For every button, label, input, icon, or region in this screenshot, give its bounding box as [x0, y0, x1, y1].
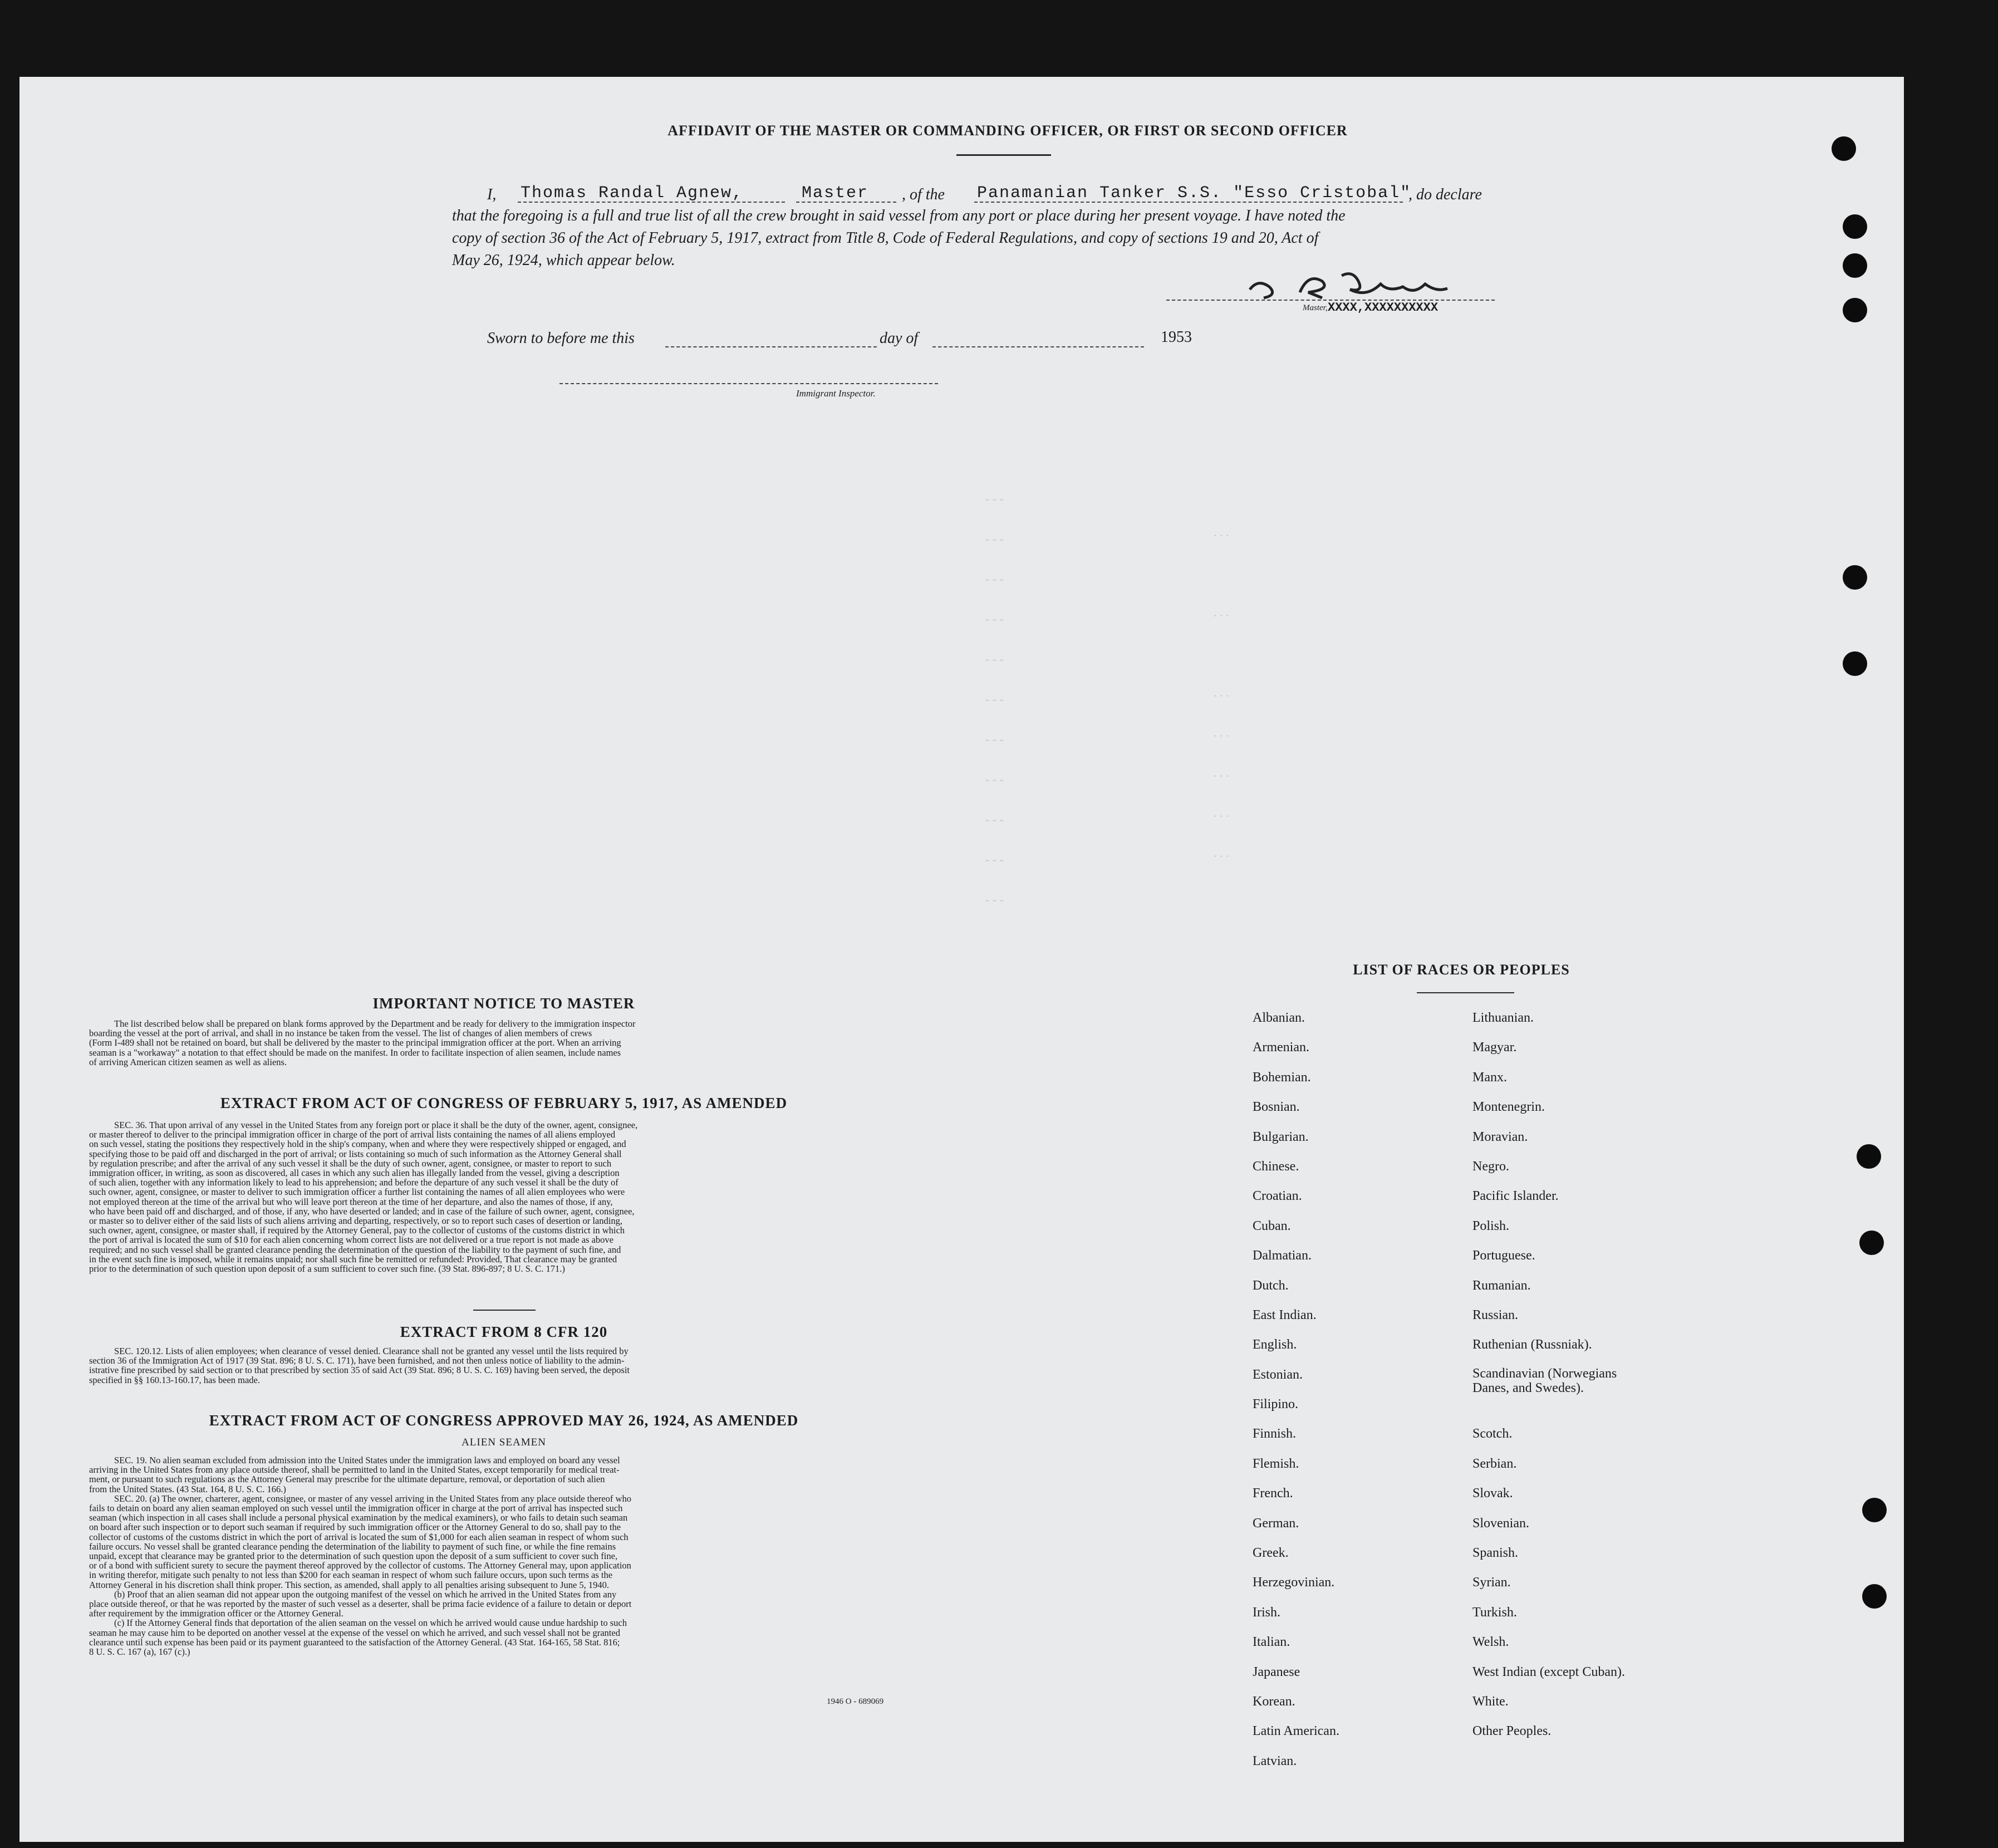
race-item: Turkish.	[1472, 1605, 1517, 1620]
race-item: Bosnian.	[1253, 1100, 1300, 1115]
race-item: Ruthenian (Russniak).	[1472, 1337, 1592, 1352]
race-item: Welsh.	[1472, 1635, 1509, 1650]
race-item: Flemish.	[1253, 1456, 1299, 1471]
race-item: Polish.	[1472, 1218, 1510, 1233]
race-item: Herzegovinian.	[1253, 1575, 1335, 1590]
race-item: Irish.	[1253, 1605, 1280, 1620]
extract-1924-subtitle: ALIEN SEAMEN	[462, 1437, 546, 1448]
show-through-marks: . . . . . . . . . . . . . . . . . . . . .	[1214, 525, 1229, 860]
inspector-line	[559, 383, 938, 384]
race-item: Albanian.	[1253, 1011, 1305, 1025]
race-item: English.	[1253, 1337, 1297, 1352]
extract-1917-text: SEC. 36. That upon arrival of any vessel in the United States from any foreign port or place it shall be the duty of the owner, agent, consignee, or master thereof to deliver to the principal immigration officer in charge of the port of arrival lists containing the names of all aliens employed on such vessel, stating the positions they respectively hold in the ship's company, when and where they were respectively shipped or engaged, and specifying those to be paid off and discharged in the port of arrival; or lists containing so much of such information as the Attorney General shall by regulation prescribe; and after the arrival of any such vessel it shall be the duty of such owner, agent, consignee, or master to report to such immigration officer, in writing, as soon as discovered, all cases in which any such alien has illegally landed from the vessel, giving a description of such alien, together with any information likely to lead to his apprehension; and before the departure of any such vessel it shall be the duty of such owner, agent, consignee, or master to deliver to such immigration officer a further list containing the names of all alien employees who were not employed thereon at the time of the arrival but who will leave port thereon at the time of her departure, and also the names of those, if any, who have been paid off and discharged, and of those, if any, who have deserted or landed; and in case of the failure of such owner, agent, consignee, or master so to deliver either of the said lists of such aliens arriving and departing, respectively, or so to report such cases of desertion or landing, such owner, agent, consignee, or master shall, if required by the Attorney General, pay to the collector of customs of the customs district in which the port of arrival is located the sum of $10 for each alien concerning whom correct lists are not delivered or a true report is not made as above required; and no such vessel shall be granted clearance pending the determination of the question of the liability to the payment of such fine, and in the event such fine is imposed, while it remains unpaid; nor shall such fine be remitted or refunded: Provided, That clearance may be granted prior to the determination of such question upon deposit of a sum sufficient to cover such fine. (39 Stat. 896-897; 8 U. S. C. 171.)	[89, 1120, 638, 1275]
notice-text: The list described below shall be prepared on blank forms approved by the Department and be ready for delivery to the immigration inspector boarding the vessel at the port of arrival, and shall in no instance be taken from the vessel. The list of changes of alien members of crews (Form I-489 shall not be retained on board, but shall be delivered by the master to the principal immigration officer at the port. When an arriving seaman is a "workaway" a notation to that effect should be made on the manifest. In order to facilitate inspection of alien seamen, include names of arriving American citizen seamen as well as aliens.	[89, 1018, 636, 1067]
inspector-caption: Immigrant Inspector.	[796, 388, 876, 399]
race-item: Japanese	[1253, 1664, 1300, 1679]
i-label: I,	[487, 186, 497, 203]
master-name: Thomas Randal Agnew,	[521, 184, 744, 203]
title-rule	[956, 154, 1051, 156]
race-item: Montenegrin.	[1472, 1100, 1545, 1115]
show-through-marks: - - - - - - - - - - - - - - - - - - - - - - - - - - - - - - - - -	[985, 492, 1004, 906]
sworn-label: Sworn to before me this	[487, 330, 635, 347]
affidavit-line-2: that the foregoing is a full and true list of all the crew brought in said vessel from any port or place during her present voyage. I have noted the	[452, 207, 1346, 224]
race-item: Filipino.	[1253, 1397, 1299, 1412]
of-the: , of the	[902, 186, 945, 203]
races-right-column	[1472, 1009, 1625, 1753]
punch-hole	[1862, 1584, 1887, 1609]
races-rule	[1417, 992, 1514, 993]
race-item: Dalmatian.	[1253, 1248, 1312, 1263]
race-item: Rumanian.	[1472, 1278, 1531, 1293]
affidavit-line-4: May 26, 1924, which appear below.	[452, 252, 675, 269]
extract-1924-text: SEC. 19. No alien seaman excluded from admission into the United States under the immigration laws and employed on board any vessel arriving in the United States from any place outside thereof, shall be permitted to land in the United States, except temporarily for medical treat- ment, or pursuant to such regulations as the Attorney General may prescribe for the ultimate departure, removal, or deportation of such alien from the United States. (43 Stat. 164, 8 U. S. C. 166.) SEC. 20. (a) The owner, charterer, agent, consignee, or master of any vessel arriving in the United States from any place outside thereof who fails to detain on board any alien seaman employed on such vessel until the immigration officer in charge at the port of arrival has inspected such seaman (which inspection in all cases shall include a personal physical examination by the medical examiners), or who fails to detain such seaman on board after such inspection or to deport such seaman if required by such immigration officer or the Attorney General to do so, shall pay to the collector of customs of the customs district in which the port of arrival is located the sum of $1,000 for each alien seaman in respect of whom such failure occurs. No vessel shall be granted clearance pending the determination of the liability to payment of such fine, or while the fine remains unpaid, except that clearance may be granted prior to the determination of such question upon the deposit of a sum sufficient to cover such fine, or of a bond with sufficient surety to secure the payment thereof approved by the collector of customs. The Attorney General may, upon application in writing therefor, mitigate such penalty to not less than $200 for each seaman in respect of whom such failure occurs, upon such terms as the Attorney General in his discretion shall think proper. This section, as amended, shall apply to all penalties arising subsequent to June 5, 1940. (b) Proof that an alien seaman did not appear upon the outgoing manifest of the vessel on which he arrived in the United States from any place outside thereof, or that he was reported by the master of such vessel as a deserter, shall be prima facie evidence of a failure to detain or deport after requirement by the immigration officer or the Attorney General. (c) If the Attorney General finds that deportation of the alien seaman on the vessel on which he arrived would cause undue hardship to such seaman he may cause him to be deported on another vessel at the expense of the vessel on which he arrived, and such vessel shall not be granted clearance until such expense has been paid or its payment guaranteed to the satisfaction of the Attorney General. (43 Stat. 164-165, 58 Stat. 816; 8 U. S. C. 167 (a), 167 (c).)	[89, 1455, 632, 1658]
fill-line	[974, 202, 1403, 203]
sworn-line	[487, 330, 1222, 352]
race-item: White.	[1472, 1694, 1509, 1709]
race-item: West Indian (except Cuban).	[1472, 1664, 1625, 1679]
do-declare: , do declare	[1408, 186, 1482, 203]
cfr-text: SEC. 120.12. Lists of alien employees; when clearance of vessel denied. Clearance shall not be granted any vessel until the lists required by section 36 of the Immigration Act of 1917 (39 Stat. 896; 8 U. S. C. 171), have been furnished, and not then unless notice of liability to the admin- istrative fine prescribed by said section or to that prescribed by section 35 of said Act (39 Stat. 896; 8 U. S. C. 169) having been served, the deposit specified in §§ 160.13-160.17, has been made.	[89, 1346, 630, 1385]
race-item: Bohemian.	[1253, 1070, 1311, 1085]
punch-hole	[1843, 651, 1867, 676]
vessel-name: Panamanian Tanker S.S. "Esso Cristobal"	[977, 184, 1412, 203]
races-title: LIST OF RACES OR PEOPLES	[1353, 962, 1570, 978]
rank: Master	[802, 184, 869, 203]
race-item: Manx.	[1472, 1070, 1507, 1085]
fill-line	[665, 346, 877, 347]
extract-1924-title: EXTRACT FROM ACT OF CONGRESS APPROVED MAY 26, 1924, AS AMENDED	[209, 1412, 799, 1429]
race-item: Bulgarian.	[1253, 1129, 1309, 1144]
race-item: Scotch.	[1472, 1427, 1513, 1442]
race-item: Chinese.	[1253, 1159, 1299, 1174]
cfr-title: EXTRACT FROM 8 CFR 120	[400, 1323, 608, 1340]
affidavit-line-1	[487, 184, 1506, 206]
print-code: 1946 O - 689069	[827, 1697, 884, 1706]
race-item: Latin American.	[1253, 1724, 1339, 1739]
race-item: Armenian.	[1253, 1040, 1309, 1055]
year: 1953	[1161, 329, 1192, 346]
race-item: Other Peoples.	[1472, 1724, 1552, 1739]
race-item: Slovenian.	[1472, 1516, 1529, 1531]
signature-caption: Master,	[1303, 303, 1328, 312]
race-item: Syrian.	[1472, 1575, 1511, 1590]
fill-line	[932, 346, 1144, 347]
races-left-column	[1253, 1009, 1339, 1782]
signature-crossout: XXXX,XXXXXXXXXX	[1328, 301, 1439, 315]
race-item: East Indian.	[1253, 1307, 1317, 1322]
race-item: Serbian.	[1472, 1456, 1517, 1471]
fill-line	[796, 202, 896, 203]
race-item: Slovak.	[1472, 1486, 1513, 1501]
punch-hole	[1862, 1498, 1887, 1522]
punch-hole	[1857, 1144, 1881, 1169]
punch-hole	[1832, 136, 1856, 161]
fill-line	[518, 202, 785, 203]
extract-1917-title: EXTRACT FROM ACT OF CONGRESS OF FEBRUARY 5, 1917, AS AMENDED	[220, 1095, 788, 1111]
race-item: Dutch.	[1253, 1278, 1289, 1293]
race-item: Spanish.	[1472, 1546, 1519, 1561]
race-item: Italian.	[1253, 1635, 1290, 1650]
race-item: Cuban.	[1253, 1218, 1291, 1233]
race-item: Pacific Islander.	[1472, 1189, 1559, 1204]
affidavit-title: AFFIDAVIT OF THE MASTER OR COMMANDING OFFICER, OR FIRST OR SECOND OFFICER	[667, 122, 1348, 139]
race-item: French.	[1253, 1486, 1293, 1501]
race-item: Greek.	[1253, 1546, 1289, 1561]
affidavit-line-3: copy of section 36 of the Act of February 5, 1917, extract from Title 8, Code of Federal Regulations, and copy of sections 19 and 20, Act of	[452, 229, 1319, 247]
notice-title: IMPORTANT NOTICE TO MASTER	[372, 995, 635, 1012]
race-item: Finnish.	[1253, 1427, 1297, 1442]
race-item: German.	[1253, 1516, 1299, 1531]
section-rule	[473, 1310, 536, 1311]
punch-hole	[1859, 1231, 1884, 1255]
punch-hole	[1843, 298, 1867, 322]
race-item: Russian.	[1472, 1307, 1519, 1322]
punch-hole	[1843, 565, 1867, 590]
race-item: Croatian.	[1253, 1189, 1302, 1204]
punch-hole	[1843, 214, 1867, 239]
race-item: Negro.	[1472, 1159, 1509, 1174]
race-item: Estonian.	[1253, 1367, 1303, 1382]
race-item: Magyar.	[1472, 1040, 1517, 1055]
punch-hole	[1843, 253, 1867, 278]
race-item: Korean.	[1253, 1694, 1295, 1709]
day-of-label: day of	[880, 330, 919, 347]
race-item: Latvian.	[1253, 1753, 1297, 1768]
race-item: Portuguese.	[1472, 1248, 1535, 1263]
race-item: Lithuanian.	[1472, 1011, 1534, 1025]
race-item: Scandinavian (Norwegians Danes, and Swedes).	[1472, 1366, 1617, 1395]
race-item: Moravian.	[1472, 1129, 1528, 1144]
